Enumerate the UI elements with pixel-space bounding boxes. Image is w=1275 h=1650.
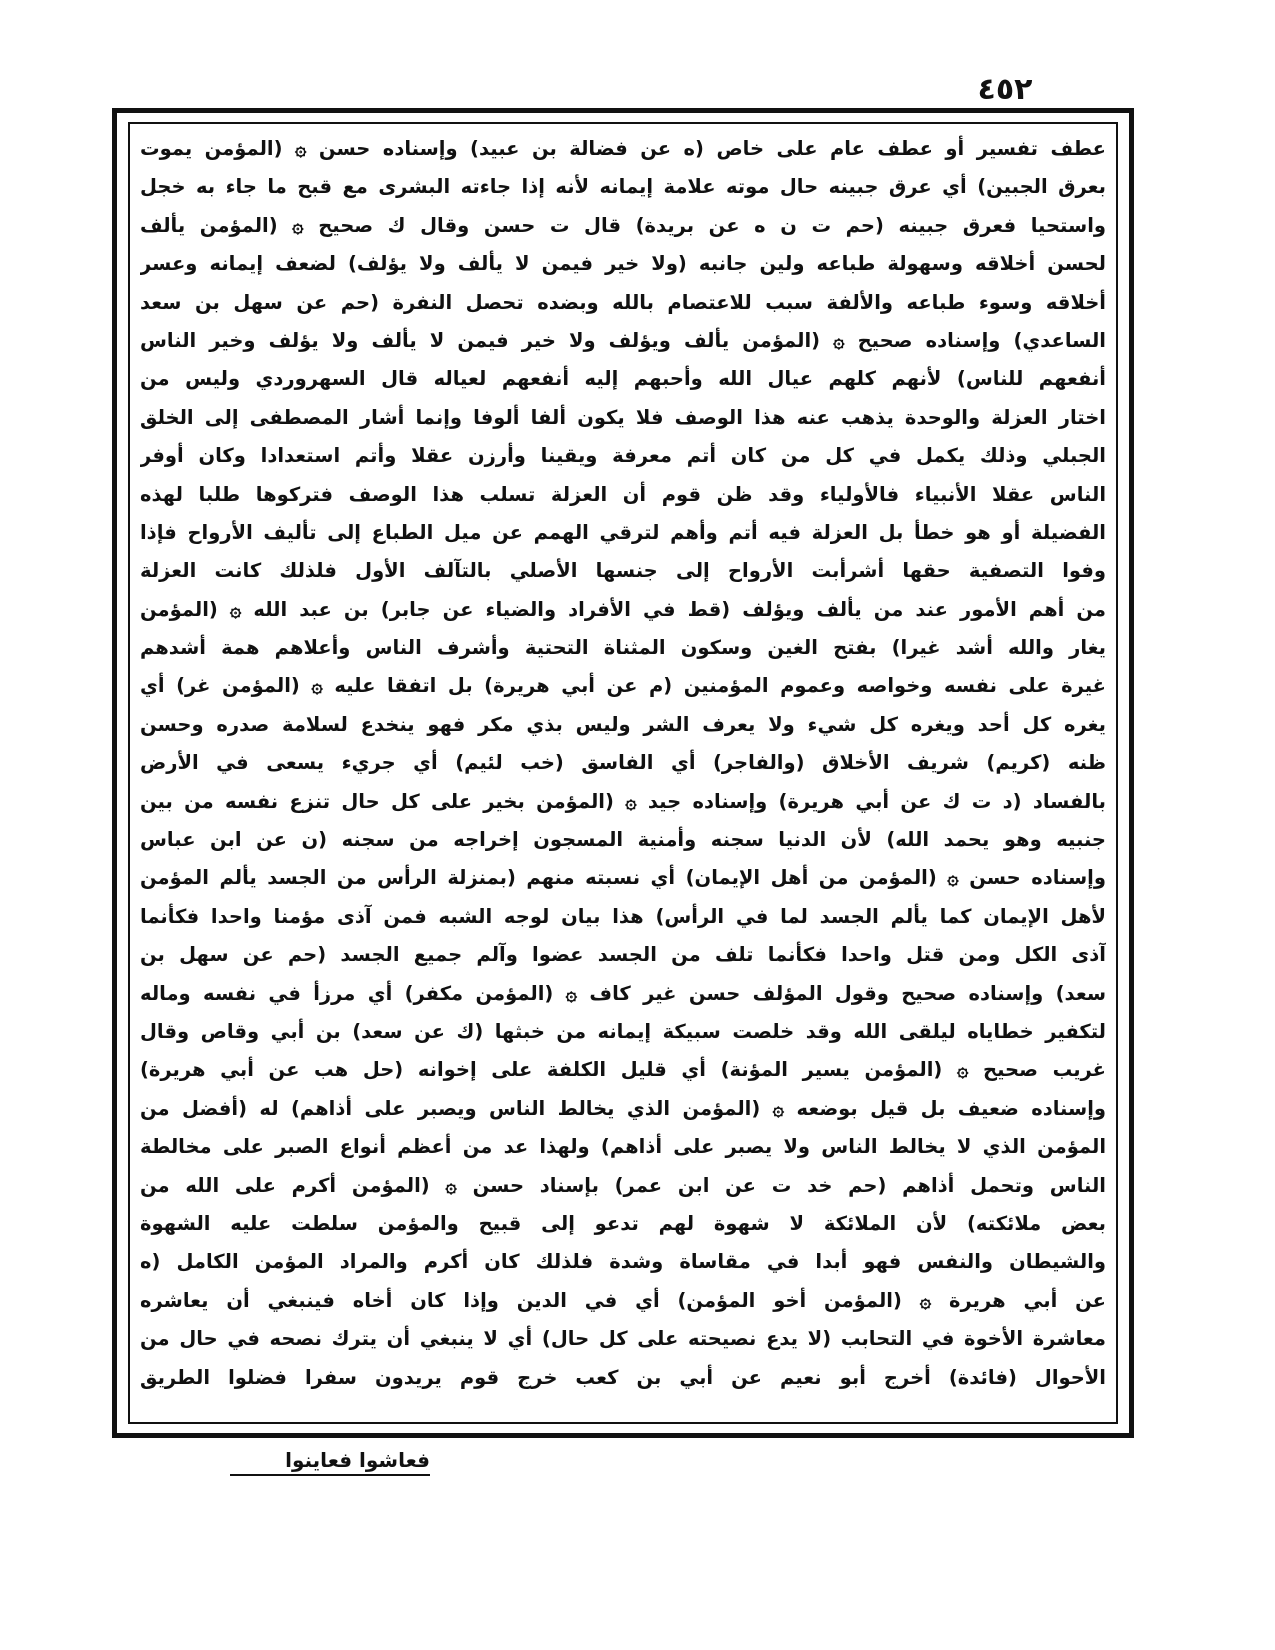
text-line: سعد) وإسناده صحيح وقول المؤلف حسن غير كاف ۞ (المؤمن مكفر) أي مرزأ في نفسه وماله <box>140 981 1106 1005</box>
text-line: الناس وتحمل أذاهم (حم خد ت عن ابن عمر) بإسناد حسن ۞ (المؤمن أكرم على الله من <box>140 1173 1106 1197</box>
text-line: معاشرة الأخوة في التحابب (لا يدع نصيحته على كل حال) أي لا ينبغي أن يترك نصحه في حال من <box>140 1327 1106 1351</box>
text-line: أنفعهم للناس) لأنهم كلهم عيال الله وأحبهم إليه أنفعهم لعياله قال السهروردي وليس من <box>140 367 1106 391</box>
text-line: لحسن أخلاقه وسهولة طباعه ولين جانبه (ولا خير فيمن لا يألف ولا يؤلف) لضعف إيمانه وعسر <box>140 252 1106 276</box>
text-line: اختار العزلة والوحدة يذهب عنه هذا الوصف فلا يكون ألفا ألوفا وإنما أشار المصطفى إلى الخلق <box>140 405 1106 429</box>
text-line: عن أبي هريرة ۞ (المؤمن أخو المؤمن) أي في الدين وإذا كان أخاه فينبغي أن يعاشره <box>140 1288 1106 1312</box>
text-line: ظنه (كريم) شريف الأخلاق (والفاجر) أي الفاسق (خب لئيم) أي جريء يسعى في الأرض <box>140 751 1106 775</box>
text-line: وفوا التصفية حقها أشرأبت الأرواح إلى جنسها الأصلي بالتآلف الأول فلذلك كانت العزلة <box>140 559 1106 583</box>
text-line: جنبيه وهو يحمد الله) لأن الدنيا سجنه وأمنية المسجون إخراجه من سجنه (ن عن ابن عباس <box>140 828 1106 852</box>
text-line: يغار والله أشد غيرا) بفتح الغين وسكون المثناة التحتية وأشرف الناس وأعلاهم همة أشدهم <box>140 636 1106 660</box>
text-line: الناس عقلا الأنبياء فالأولياء وقد ظن قوم أن العزلة تسلب هذا الوصف فتركوها طلبا لهذه <box>140 482 1106 506</box>
text-line: الجبلي وذلك يكمل في كل من كان أتم معرفة ويقينا وأرزن عقلا وأتم استعدادا وكان أوفر <box>140 444 1106 468</box>
catchword: فعاشوا فعاينوا <box>230 1448 430 1476</box>
text-line: لأهل الإيمان كما يألم الجسد لما في الرأس) هذا بيان لوجه الشبه فمن آذى مؤمنا واحدا فكأنما <box>140 904 1106 928</box>
text-line: وإسناده ضعيف بل قيل بوضعه ۞ (المؤمن الذي يخالط الناس ويصبر على أذاهم) له (أفضل من <box>140 1096 1106 1120</box>
text-line: آذى الكل ومن قتل واحدا فكأنما تلف من الجسد عضوا وآلم جميع الجسد (حم عن سهل بن <box>140 943 1106 967</box>
text-line: أخلاقه وسوء طباعه والألفة سبب للاعتصام بالله وبضده تحصل النفرة (حم عن سهل بن سعد <box>140 290 1106 314</box>
text-line: المؤمن الذي لا يخالط الناس ولا يصبر على أذاهم) ولهذا عد من أعظم أنواع الصبر على مخالطة <box>140 1135 1106 1159</box>
text-line: واستحيا فعرق جبينه (حم ت ن ه عن بريدة) قال ت حسن وقال ك صحيح ۞ (المؤمن يألف <box>140 213 1106 237</box>
text-line: الفضيلة أو هو خطأ بل العزلة فيه أتم وأهم لترقي الهمم عن ميل الطباع إلى تأليف الأرواح فإذا <box>140 520 1106 544</box>
text-line: الساعدي) وإسناده صحيح ۞ (المؤمن يألف ويؤلف ولا خير فيمن لا يألف ولا يؤلف وخير الناس <box>140 328 1106 352</box>
text-line: لتكفير خطاياه ليلقى الله وقد خلصت سبيكة إيمانه من خبثها (ك عن سعد) بن أبي وقاص وقال <box>140 1019 1106 1043</box>
page-number: ٤٥٢ <box>977 72 1033 107</box>
text-line: غريب صحيح ۞ (المؤمن يسير المؤنة) أي قليل الكلفة على إخوانه (حل هب عن أبي هريرة) <box>140 1058 1106 1082</box>
text-line: وإسناده حسن ۞ (المؤمن من أهل الإيمان) أي نسبته منهم (بمنزلة الرأس من الجسد يألم المؤمن <box>140 866 1106 890</box>
text-line: عطف تفسير أو عطف عام على خاص (ه عن فضالة بن عبيد) وإسناده حسن ۞ (المؤمن يموت <box>140 137 1106 160</box>
text-line: والشيطان والنفس فهو أبدا في مقاساة وشدة فلذلك كان أكرم والمراد المؤمن الكامل (ه <box>140 1250 1106 1274</box>
text-line: بعض ملائكته) لأن الملائكة لا شهوة لهم تدعو إلى قبيح والمؤمن سلطت عليه الشهوة <box>140 1211 1106 1235</box>
text-line: الأحوال (فائدة) أخرج أبو نعيم عن أبي بن كعب خرج قوم يريدون سفرا فضلوا الطريق <box>140 1365 1106 1389</box>
text-line: يغره كل أحد ويغره كل شيء ولا يعرف الشر وليس بذي مكر فهو ينخدع لسلامة صدره وحسن <box>140 712 1106 736</box>
main-text-block <box>140 130 1106 1420</box>
text-line: بالفساد (د ت ك عن أبي هريرة) وإسناده جيد ۞ (المؤمن بخير على كل حال تنزع نفسه من بين <box>140 789 1106 813</box>
text-line: بعرق الجبين) أي عرق جبينه حال موته علامة إيمانه لأنه إذا جاءته البشرى مع قبح ما جاء به خجل <box>140 175 1106 199</box>
text-line: من أهم الأمور عند من يألف ويؤلف (قط في الأفراد والضياء عن جابر) بن عبد الله ۞ (المؤمن <box>140 597 1106 621</box>
text-line: غيرة على نفسه وخواصه وعموم المؤمنين (م عن أبي هريرة) بل اتفقا عليه ۞ (المؤمن غر) أي <box>140 674 1106 698</box>
